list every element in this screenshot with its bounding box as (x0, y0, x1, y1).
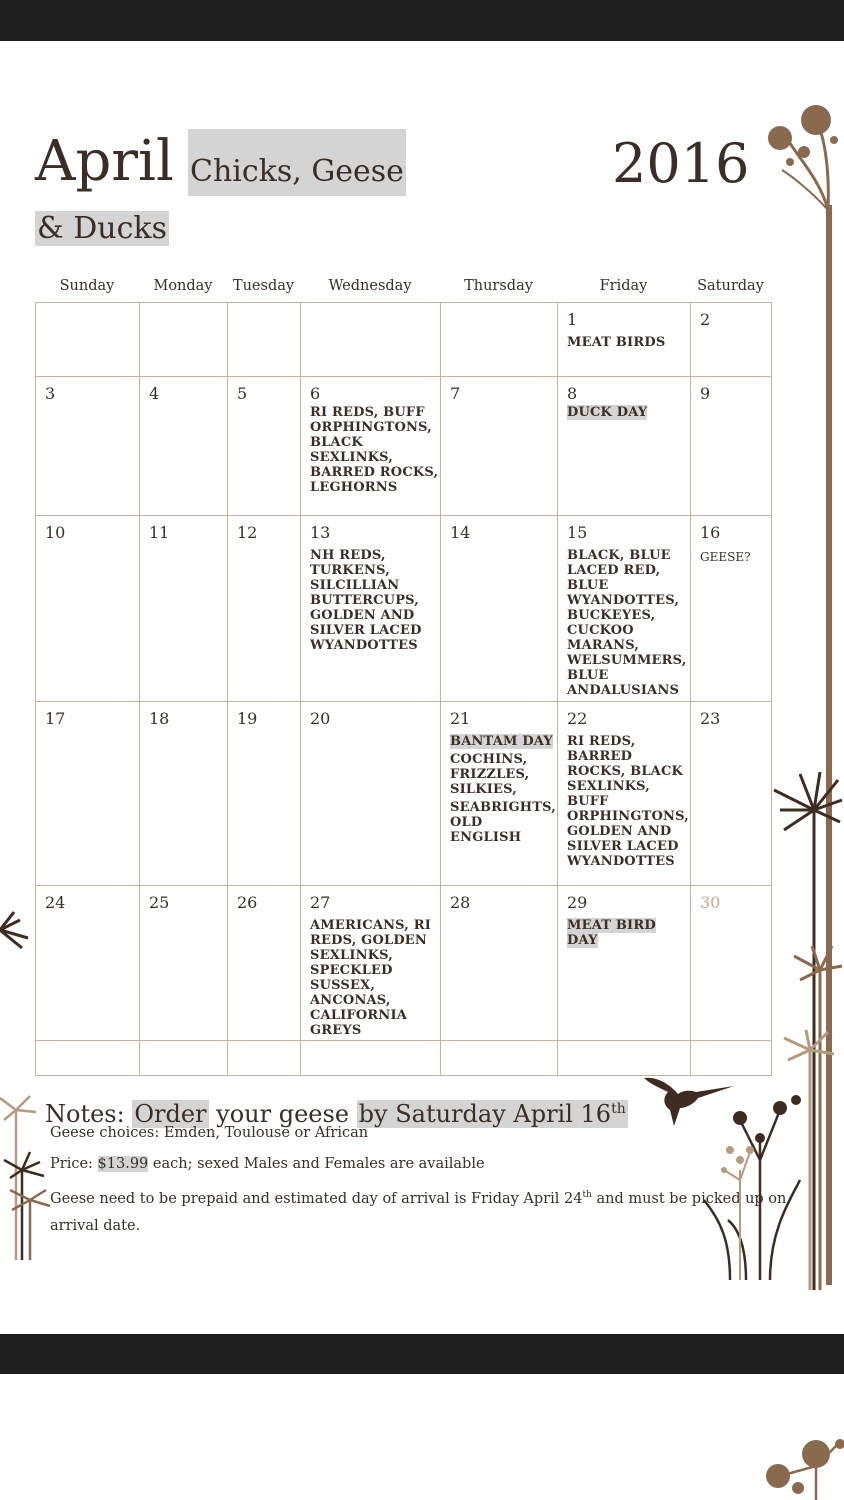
calendar-cell-day-14 (441, 516, 558, 702)
day-event: SEABRIGHTS, OLD ENGLISH (450, 800, 556, 845)
day-event: MEAT BIRDS (567, 335, 666, 350)
calendar-cell-empty (140, 303, 228, 377)
calendar-cell-empty (228, 1041, 301, 1076)
calendar-cell-day-10 (36, 516, 140, 702)
calendar-cell-day-25 (140, 886, 228, 1041)
calendar-cell-day-3 (36, 377, 140, 516)
calendar-cell-day-22 (558, 702, 691, 886)
calendar-cell-day-19 (228, 702, 301, 886)
day-number: 5 (237, 384, 248, 403)
geese-choices: Geese choices: Emden, Toulouse or African (50, 1125, 369, 1141)
subtitle-highlight: Chicks, Geese (188, 129, 406, 196)
prepaid-suffix: th (582, 1190, 592, 1200)
day-number: 28 (450, 893, 471, 912)
calendar-week-2 (36, 377, 772, 516)
day-event: RI REDS, BARRED ROCKS, BLACK SEXLINKS, BUFF ORPHINGTONS, GOLDEN AND SILVER LACED WYANDOTTES (567, 734, 689, 869)
day-number: 12 (237, 523, 258, 542)
prepaid-text-2: and must be picked up on (591, 1190, 787, 1207)
flower-cluster-illustration (700, 1080, 810, 1280)
day-number: 4 (149, 384, 160, 403)
day-number: 29 (567, 893, 588, 912)
calendar-week-4 (36, 702, 772, 886)
day-event-highlight: DUCK DAY (567, 405, 648, 420)
calendar-cell-empty (558, 1041, 691, 1076)
day-number: 7 (450, 384, 461, 403)
calendar-cell-day-21 (441, 702, 558, 886)
calendar-cell-empty (441, 303, 558, 377)
calendar-cell-empty (301, 303, 441, 377)
day-event: AMERICANS, RI REDS, GOLDEN SEXLINKS, SPECKLED SUSSEX, ANCONAS, CALIFORNIA GREYS (310, 918, 432, 1038)
day-number: 22 (567, 709, 588, 728)
day-number: 27 (310, 893, 331, 912)
weekday-friday: Friday (599, 278, 648, 294)
day-event: COCHINS, FRIZZLES, SILKIES, (450, 752, 530, 797)
day-number: 26 (237, 893, 258, 912)
calendar-cell-day-1 (558, 303, 691, 377)
calendar-cell-day-5 (228, 377, 301, 516)
day-number: 14 (450, 523, 471, 542)
month-title: April (35, 129, 174, 194)
price-suffix: each; sexed Males and Females are available (148, 1156, 485, 1172)
day-number: 23 (700, 709, 721, 728)
arrival-line: arrival date. (50, 1218, 141, 1234)
day-event: RI REDS, BUFF ORPHINGTONS, BLACK SEXLINKS, BARRED ROCKS, LEGHORNS (310, 405, 439, 495)
calendar-cell-empty (36, 303, 140, 377)
weekday-saturday: Saturday (697, 278, 764, 294)
order-deadline: by Saturday April 16 (358, 1100, 612, 1128)
calendar-cell-day-20 (301, 702, 441, 886)
calendar-cell-day-18 (140, 702, 228, 886)
day-number: 11 (149, 523, 170, 542)
order-highlight: Order (134, 1100, 207, 1128)
day-event-highlight: MEAT BIRD DAY (567, 918, 656, 948)
day-number: 2 (700, 310, 711, 329)
calendar-cell-day-8 (558, 377, 691, 516)
day-number: 3 (45, 384, 56, 403)
calendar-week-6 (36, 1041, 772, 1076)
day-event: NH REDS, TURKENS, SILCILLIAN BUTTERCUPS, GOLDEN AND SILVER LACED WYANDOTTES (310, 548, 422, 653)
calendar-cell-day-15 (558, 516, 691, 702)
day-event-highlight: BANTAM DAY (450, 734, 553, 749)
prepaid-line (50, 1185, 786, 1209)
weekday-monday: Monday (153, 278, 213, 294)
bottom-black-bar (0, 1334, 844, 1374)
order-deadline-suffix: th (611, 1101, 626, 1117)
weekday-tuesday: Tuesday (232, 278, 295, 294)
fern-illustration-left (0, 908, 32, 948)
calendar-cell-day-13 (301, 516, 441, 702)
calendar-cell-empty (301, 1041, 441, 1076)
day-number: 16 (700, 523, 721, 542)
top-black-bar (0, 0, 844, 41)
day-event: GEESE? (700, 550, 751, 564)
calendar-cell-day-7 (441, 377, 558, 516)
day-number: 25 (149, 893, 170, 912)
price-value: $13.99 (97, 1156, 149, 1172)
day-number: 19 (237, 709, 258, 728)
notes-label: Notes: (45, 1100, 125, 1128)
day-number: 17 (45, 709, 66, 728)
weekday-thursday: Thursday (464, 278, 533, 294)
order-text: your geese (208, 1100, 357, 1128)
day-number: 8 (567, 384, 578, 403)
day-number: 10 (45, 523, 66, 542)
calendar-cell-day-29 (558, 886, 691, 1041)
calendar-cell-empty (441, 1041, 558, 1076)
calendar-cell-empty (140, 1041, 228, 1076)
weekday-sunday: Sunday (59, 278, 115, 294)
day-number: 1 (567, 310, 578, 329)
calendar-week-5 (36, 886, 772, 1041)
price-line (50, 1154, 485, 1174)
weekday-wednesday: Wednesday (328, 278, 412, 294)
calendar-cell-day-4 (140, 377, 228, 516)
calendar-cell-day-12 (228, 516, 301, 702)
day-number: 13 (310, 523, 331, 542)
calendar-cell-day-27 (301, 886, 441, 1041)
day-number: 15 (567, 523, 588, 542)
day-number: 20 (310, 709, 331, 728)
year-title: 2016 (612, 132, 750, 195)
calendar-cell-empty (228, 303, 301, 377)
fern-illustration-bottom-left (0, 1090, 60, 1260)
day-number: 30 (700, 893, 721, 912)
calendar-cell-day-24 (36, 886, 140, 1041)
calendar-grid (35, 302, 772, 1076)
prepaid-text: Geese need to be prepaid and estimated day of arrival is Friday April 24 (50, 1190, 583, 1207)
calendar-cell-empty (36, 1041, 140, 1076)
day-number: 9 (700, 384, 711, 403)
price-prefix: Price: (50, 1156, 98, 1172)
calendar-cell-day-11 (140, 516, 228, 702)
calendar-cell-day-17 (36, 702, 140, 886)
calendar-cell-day-6 (301, 377, 441, 516)
day-number: 6 (310, 384, 321, 403)
day-number: 21 (450, 709, 471, 728)
day-number: 24 (45, 893, 66, 912)
day-number: 18 (149, 709, 170, 728)
calendar-cell-day-26 (228, 886, 301, 1041)
calendar-week-1 (36, 303, 772, 377)
day-event: BLACK, BLUE LACED RED, BLUE WYANDOTTES, BUCKEYES, CUCKOO MARANS, WELSUMMERS, BLUE ANDALUSIANS (567, 548, 687, 698)
subtitle-highlight-2: & Ducks (37, 211, 167, 246)
flower-illustration-bottom (760, 1436, 844, 1500)
calendar-cell-day-28 (441, 886, 558, 1041)
calendar-week-3 (36, 516, 772, 702)
